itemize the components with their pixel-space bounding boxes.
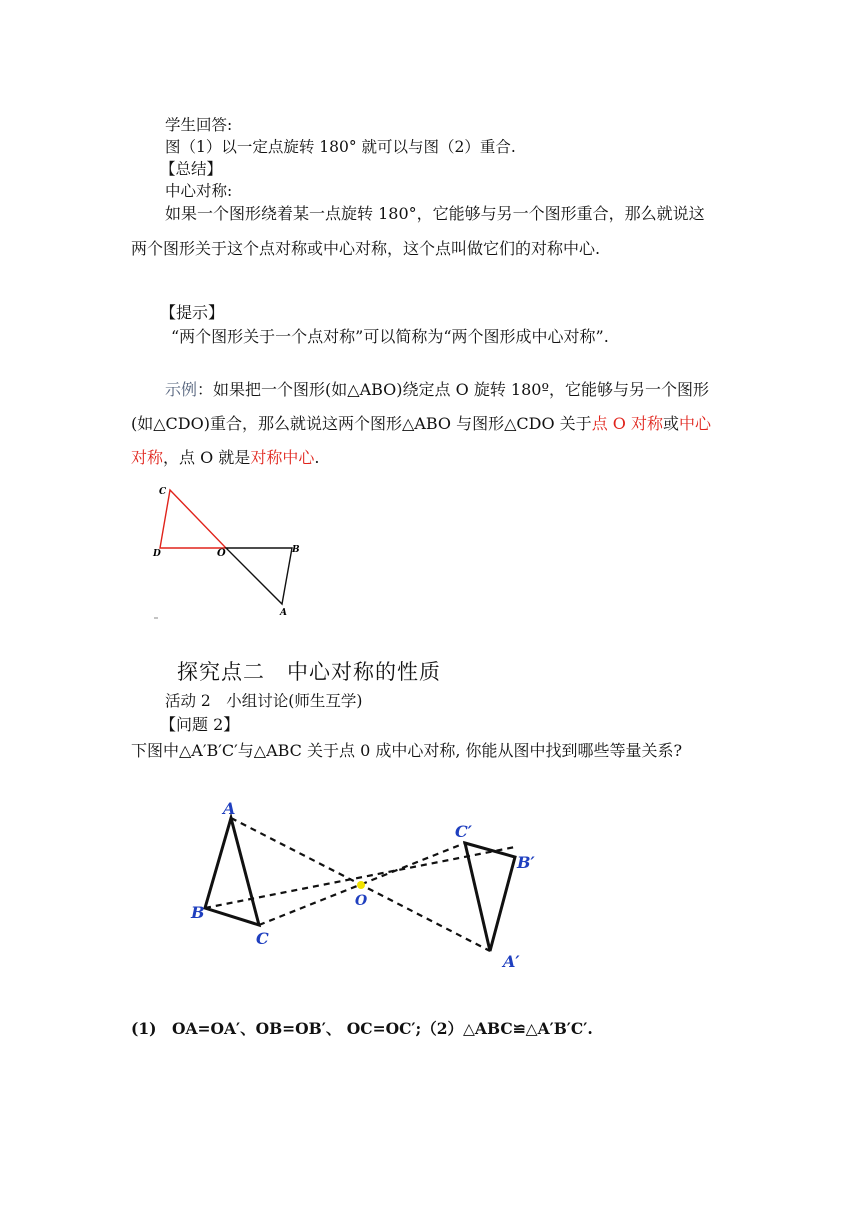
label-b-prime: B′ <box>517 853 535 872</box>
example-line-2 <box>131 413 711 435</box>
triangle-abc <box>205 818 259 925</box>
example-text-1: ：如果把一个图形(如△ABO)绕定点 O 旋转 180º，它能够与另一个图形 <box>197 380 709 399</box>
center-point-o <box>357 881 365 889</box>
label-o: O <box>217 548 226 559</box>
summary-heading: 【总结】 <box>160 160 223 178</box>
figure-central-symmetry-triangles <box>180 790 560 980</box>
label-b: B <box>191 903 205 922</box>
example-symmetry-word: 对称 <box>131 448 164 467</box>
question-heading: 【问题 2】 <box>160 715 240 734</box>
answer-text: (1) OA=OA′、OB=OB′、 OC=OC′;（2）△ABC≌△A′B′C′. <box>131 1019 593 1038</box>
tip-text: “两个图形关于一个点对称”可以简称为“两个图形成中心对称”. <box>171 327 609 346</box>
activity-line: 活动 2 小组讨论(师生互学) <box>165 692 363 710</box>
label-c: C <box>256 929 269 948</box>
example-text-2a: (如△CDO)重合，那么就说这两个图形△ABO 与图形△CDO 关于 <box>131 414 592 433</box>
label-a-prime: A′ <box>503 952 520 971</box>
label-c-prime: C′ <box>455 822 472 841</box>
example-point-o-symmetry: 点 O 对称 <box>591 414 663 433</box>
example-text-3d: . <box>314 448 320 467</box>
figure-triangles-abo-cdo <box>148 478 318 628</box>
example-center-of-symmetry: 对称中心 <box>250 448 315 467</box>
label-d: D <box>153 549 161 559</box>
student-answer-text: 图（1）以一定点旋转 180° 就可以与图（2）重合. <box>165 138 516 156</box>
definition-line-2: 两个图形关于这个点对称或中心对称，这个点叫做它们的对称中心. <box>131 239 601 258</box>
example-label: 示例 <box>165 380 198 399</box>
label-c: C <box>159 487 167 497</box>
label-o: O <box>355 893 368 909</box>
label-b: B <box>292 545 300 555</box>
example-center-word: 中心 <box>679 414 712 433</box>
example-text-2c: 或 <box>662 414 679 433</box>
question-text: 下图中△A′B′C′与△ABC 关于点 0 成中心对称, 你能从图中找到哪些等量关系? <box>131 741 683 760</box>
label-a: A <box>223 799 236 818</box>
triangle-abo <box>226 548 292 604</box>
section-title: 探究点二 中心对称的性质 <box>177 660 441 684</box>
term-central-symmetry: 中心对称: <box>165 182 233 200</box>
definition-line-1: 如果一个图形绕着某一点旋转 180°，它能够与另一个图形重合，那么就说这 <box>165 204 705 223</box>
triangle-cdo <box>160 490 226 548</box>
example-text-3b: ，点 O 就是 <box>163 448 251 467</box>
tip-heading: 【提示】 <box>160 303 225 322</box>
student-answer-label: 学生回答: <box>165 116 233 134</box>
example-line-3 <box>131 447 319 469</box>
triangle-apbpcp <box>465 843 515 951</box>
example-line-1 <box>165 379 709 401</box>
label-a: A <box>280 608 287 618</box>
